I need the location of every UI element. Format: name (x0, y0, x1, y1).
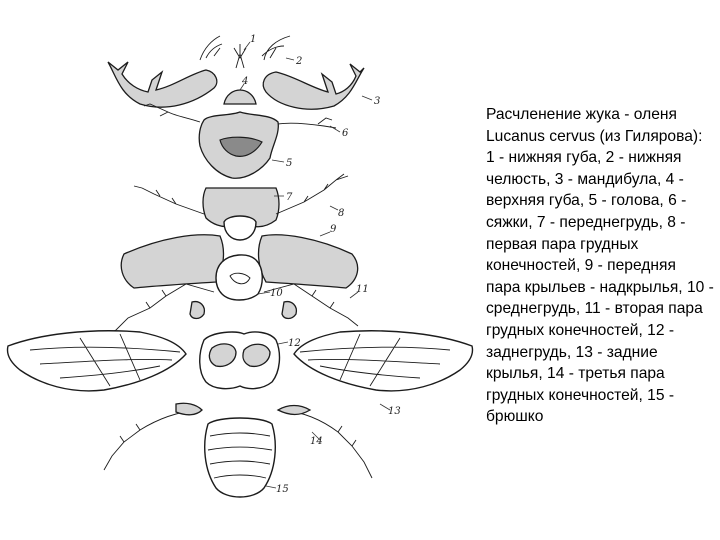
label-9: 9 (330, 224, 337, 235)
label-13: 13 (388, 406, 401, 417)
figure-caption: Расчленение жука - оленя Lucanus cervus (из Гилярова): 1 - нижняя губа, 2 - нижняя челюсть, 3 - мандибула, 4 - верхняя губа, 5 - голова, 6 - сяжки, 7 - переднегрудь, 8 - первая пара грудных конечностей, 9 - передняя пара крыльев - надкрылья, 10 - среднегрудь, 11 - вторая пара грудных конечностей, 12 - заднегрудь, 13 - задние крылья, 14 - третья пара грудных конечностей, 15 - брюшко (486, 106, 714, 426)
label-11: 11 (356, 284, 369, 295)
head-part-5 (144, 104, 340, 178)
metathorax-part-12 (200, 332, 288, 389)
label-8: 8 (338, 208, 345, 219)
labium-part-1 (234, 42, 250, 68)
label-12: 12 (288, 338, 301, 349)
label-4: 4 (242, 76, 249, 87)
label-14: 14 (310, 436, 323, 447)
label-2: 2 (296, 56, 303, 67)
label-15: 15 (276, 484, 289, 495)
labrum-part-4 (224, 84, 256, 104)
label-10: 10 (270, 288, 283, 299)
maxillae-part-2 (200, 36, 294, 60)
label-5: 5 (286, 158, 293, 169)
prothorax-part-7 (203, 188, 284, 240)
label-6: 6 (342, 128, 349, 139)
label-3: 3 (374, 96, 381, 107)
label-7: 7 (286, 192, 293, 203)
label-1: 1 (250, 34, 257, 45)
abdomen-part-15 (205, 418, 276, 497)
